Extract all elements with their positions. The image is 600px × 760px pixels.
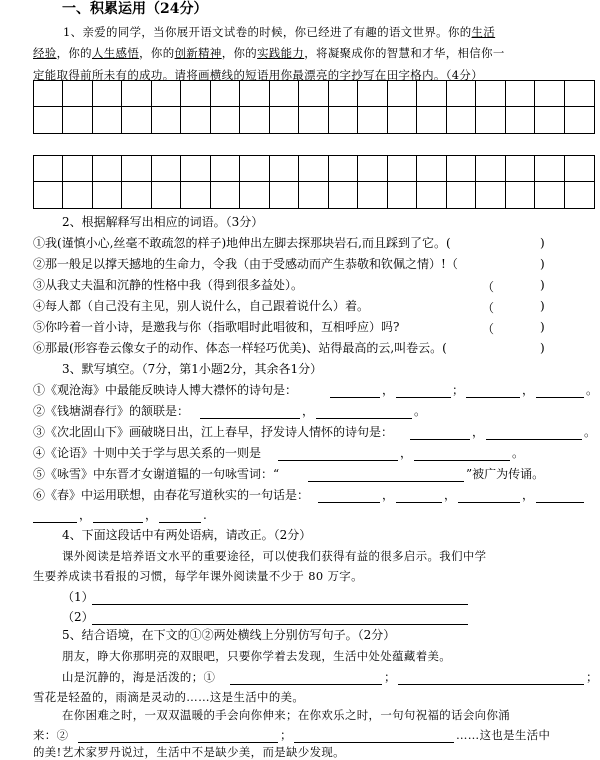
q5-blank-2b[interactable]: [294, 742, 454, 743]
q2-close-paren: ): [540, 278, 545, 292]
q2-item-3: ③从我丈夫温和沉静的性格中我（得到很多益处）。: [33, 278, 304, 292]
q4-title: 4、下面这段话中有两处语病，请改正。（2分）: [62, 528, 312, 542]
q3-blank[interactable]: [318, 502, 380, 503]
q1-underlined-phrase: 创新精神: [174, 46, 222, 60]
q2-item-2: ②那一般足以撑天撼地的生命力，令我（由于受感动而产生恭敬和钦佩之情）!（: [33, 257, 458, 271]
q3-blank[interactable]: [159, 522, 201, 523]
q3-punct: ；: [452, 383, 465, 397]
q3-punct: ，: [382, 383, 395, 397]
q3-punct: ，: [444, 488, 457, 502]
q5-passage-line-4: 在你困难之时，一双双温暖的手会向你伸来；在你欢乐之时，一句句祝福的话会向你涌: [62, 708, 511, 722]
q3-blank[interactable]: [414, 460, 510, 461]
q3-punct: ，: [302, 404, 315, 418]
q3-blank[interactable]: [308, 481, 464, 482]
q1-text: ，将凝聚成你的智慧和才华，相信你一: [304, 46, 505, 60]
q3-blank[interactable]: [93, 522, 143, 523]
q4-passage-line-2: 生要养成读书看报的习惯，每学年课外阅读量不少于 80 万字。: [33, 569, 363, 583]
writing-grid-2[interactable]: [33, 155, 595, 209]
q2-close-paren: ): [540, 341, 545, 355]
q3-blank[interactable]: [536, 502, 584, 503]
q5-passage-line-5-end: ……这也是生活中: [456, 728, 551, 742]
q3-blank[interactable]: [330, 397, 380, 398]
q3-item-3: ③《次北固山下》画破晓日出，江上春早，抒发诗人情怀的诗句是：: [33, 425, 394, 439]
q1-line-1: [63, 25, 495, 40]
q1-text: ，你的: [221, 46, 258, 60]
q3-punct: ，: [382, 488, 395, 502]
q3-punct: ，: [472, 425, 485, 439]
q3-blank[interactable]: [458, 502, 520, 503]
q1-underlined-phrase: 实践能力: [257, 46, 305, 60]
q2-open-paren: （: [482, 280, 495, 294]
q4-passage-line-1: 课外阅读是培养语文水平的重要途径，可以使我们获得有益的很多启示。我们中学: [62, 549, 487, 563]
q3-punct: ，: [522, 488, 535, 502]
q5-passage-line-1: 朋友，睁大你那明亮的双眼吧，只要你学着去发现，生活中处处蕴藏着美。: [62, 649, 452, 663]
q5-passage-line-2: 山是沉静的，海是活泼的；①: [62, 670, 216, 684]
q2-open-paren: （: [482, 322, 495, 336]
q3-punct: ，: [79, 508, 92, 522]
q3-item-5: ⑤《咏雪》中东晋才女谢道韫的一句咏雪词：“: [33, 467, 280, 481]
q5-passage-line-6: 的美!: [33, 745, 62, 759]
q4-answer-label-1: （1）: [62, 590, 94, 604]
q5-punct: ；: [586, 670, 599, 684]
q2-close-paren: ): [540, 236, 545, 250]
q3-blank[interactable]: [486, 439, 582, 440]
q4-answer-line-1[interactable]: [92, 604, 468, 605]
q1-line-2: [33, 46, 505, 61]
q3-blank[interactable]: [466, 397, 520, 398]
q3-punct: 。: [584, 425, 597, 439]
q3-blank[interactable]: [33, 522, 77, 523]
q4-answer-line-2[interactable]: [92, 624, 468, 625]
q3-title: 3、默写填空。（7分，第1小题2分，其余各1分）: [62, 362, 323, 376]
q3-punct: ，: [522, 383, 535, 397]
q1-text: ，你的: [139, 46, 175, 60]
q3-item-4: ④《论语》十则中关于学与思关系的一则是: [33, 446, 262, 460]
q5-punct: ；: [280, 728, 293, 742]
q1-underlined-phrase: 人生感悟: [91, 46, 140, 60]
q1-underlined-phrase: 生活: [471, 25, 496, 39]
q2-close-paren: ): [540, 320, 545, 334]
q5-title: 5、结合语境，在下文的①②两处横线上分别仿写句子。（2分）: [62, 628, 396, 642]
q3-item-2: ②《钱塘湖春行》的颔联是：: [33, 404, 190, 418]
q1-line-3: 定能取得前所未有的成功。请将画横线的短语用你最漂亮的字抄写在田字格内。（4分）: [33, 68, 483, 82]
q1-text: 1、亲爱的同学，当你展开语文试卷的时候，你已经进了有趣的语文世界。你的: [63, 25, 472, 39]
q5-passage-line-7: 艺术家罗丹说过，生活中不是缺少美，而是缺少发现。: [62, 745, 345, 759]
q2-title: 2、根据解释写出相应的词语。（3分）: [62, 215, 264, 229]
q2-close-paren: ): [540, 257, 545, 271]
q1-text: ，你的: [56, 46, 92, 60]
q2-item-5: ⑤你吟着一首小诗，是邀我与你（指歌唱时此唱彼和，互相呼应）吗?: [33, 320, 400, 334]
q3-punct: 。: [414, 404, 427, 418]
q3-blank[interactable]: [536, 397, 584, 398]
q3-punct: 。: [512, 446, 525, 460]
q3-blank[interactable]: [396, 397, 451, 398]
q3-punct: ，: [400, 446, 413, 460]
q3-item-5-end: ”被广为传诵。: [466, 467, 545, 481]
q5-blank-2a[interactable]: [78, 742, 278, 743]
q2-item-4: ④每人都（自己没有主见，别人说什么，自己跟着说什么）着。: [33, 299, 370, 313]
q4-answer-label-2: （2）: [62, 610, 94, 624]
q3-punct: .: [203, 508, 207, 522]
q3-item-1: ①《观沧海》中最能反映诗人博大襟怀的诗句是：: [33, 383, 298, 397]
q3-punct: ，: [145, 508, 158, 522]
q2-open-paren: （: [482, 301, 495, 315]
q5-blank-1a[interactable]: [230, 684, 382, 685]
q3-punct: 。: [586, 383, 599, 397]
q5-passage-line-5: 来：②: [33, 728, 69, 742]
q3-blank[interactable]: [278, 460, 398, 461]
q3-blank[interactable]: [410, 439, 470, 440]
q5-passage-line-3: 雪花是轻盈的，雨滴是灵动的……这是生活中的美。: [33, 690, 305, 704]
q5-blank-1b[interactable]: [398, 684, 584, 685]
section-title: 一、积累运用（24分）: [62, 1, 208, 17]
q3-item-6: ⑥《春》中运用联想，由春花写道秋实的一句话是：: [33, 488, 310, 502]
q3-blank[interactable]: [200, 418, 300, 419]
q2-close-paren: ): [540, 299, 545, 313]
q5-punct: ；: [384, 670, 397, 684]
q2-item-1: ①我(谨慎小心,丝毫不敢疏忽的样子)地伸出左脚去探那块岩石,而且踩到了它。(: [33, 236, 451, 250]
writing-grid-1[interactable]: [33, 80, 595, 134]
q1-underlined-phrase: 经验: [33, 46, 57, 60]
q2-item-6: ⑥那最(形容卷云像女子的动作、体态一样轻巧优美)、站得最高的云,叫卷云。(: [33, 341, 447, 355]
q3-blank[interactable]: [316, 418, 412, 419]
q3-blank[interactable]: [396, 502, 442, 503]
